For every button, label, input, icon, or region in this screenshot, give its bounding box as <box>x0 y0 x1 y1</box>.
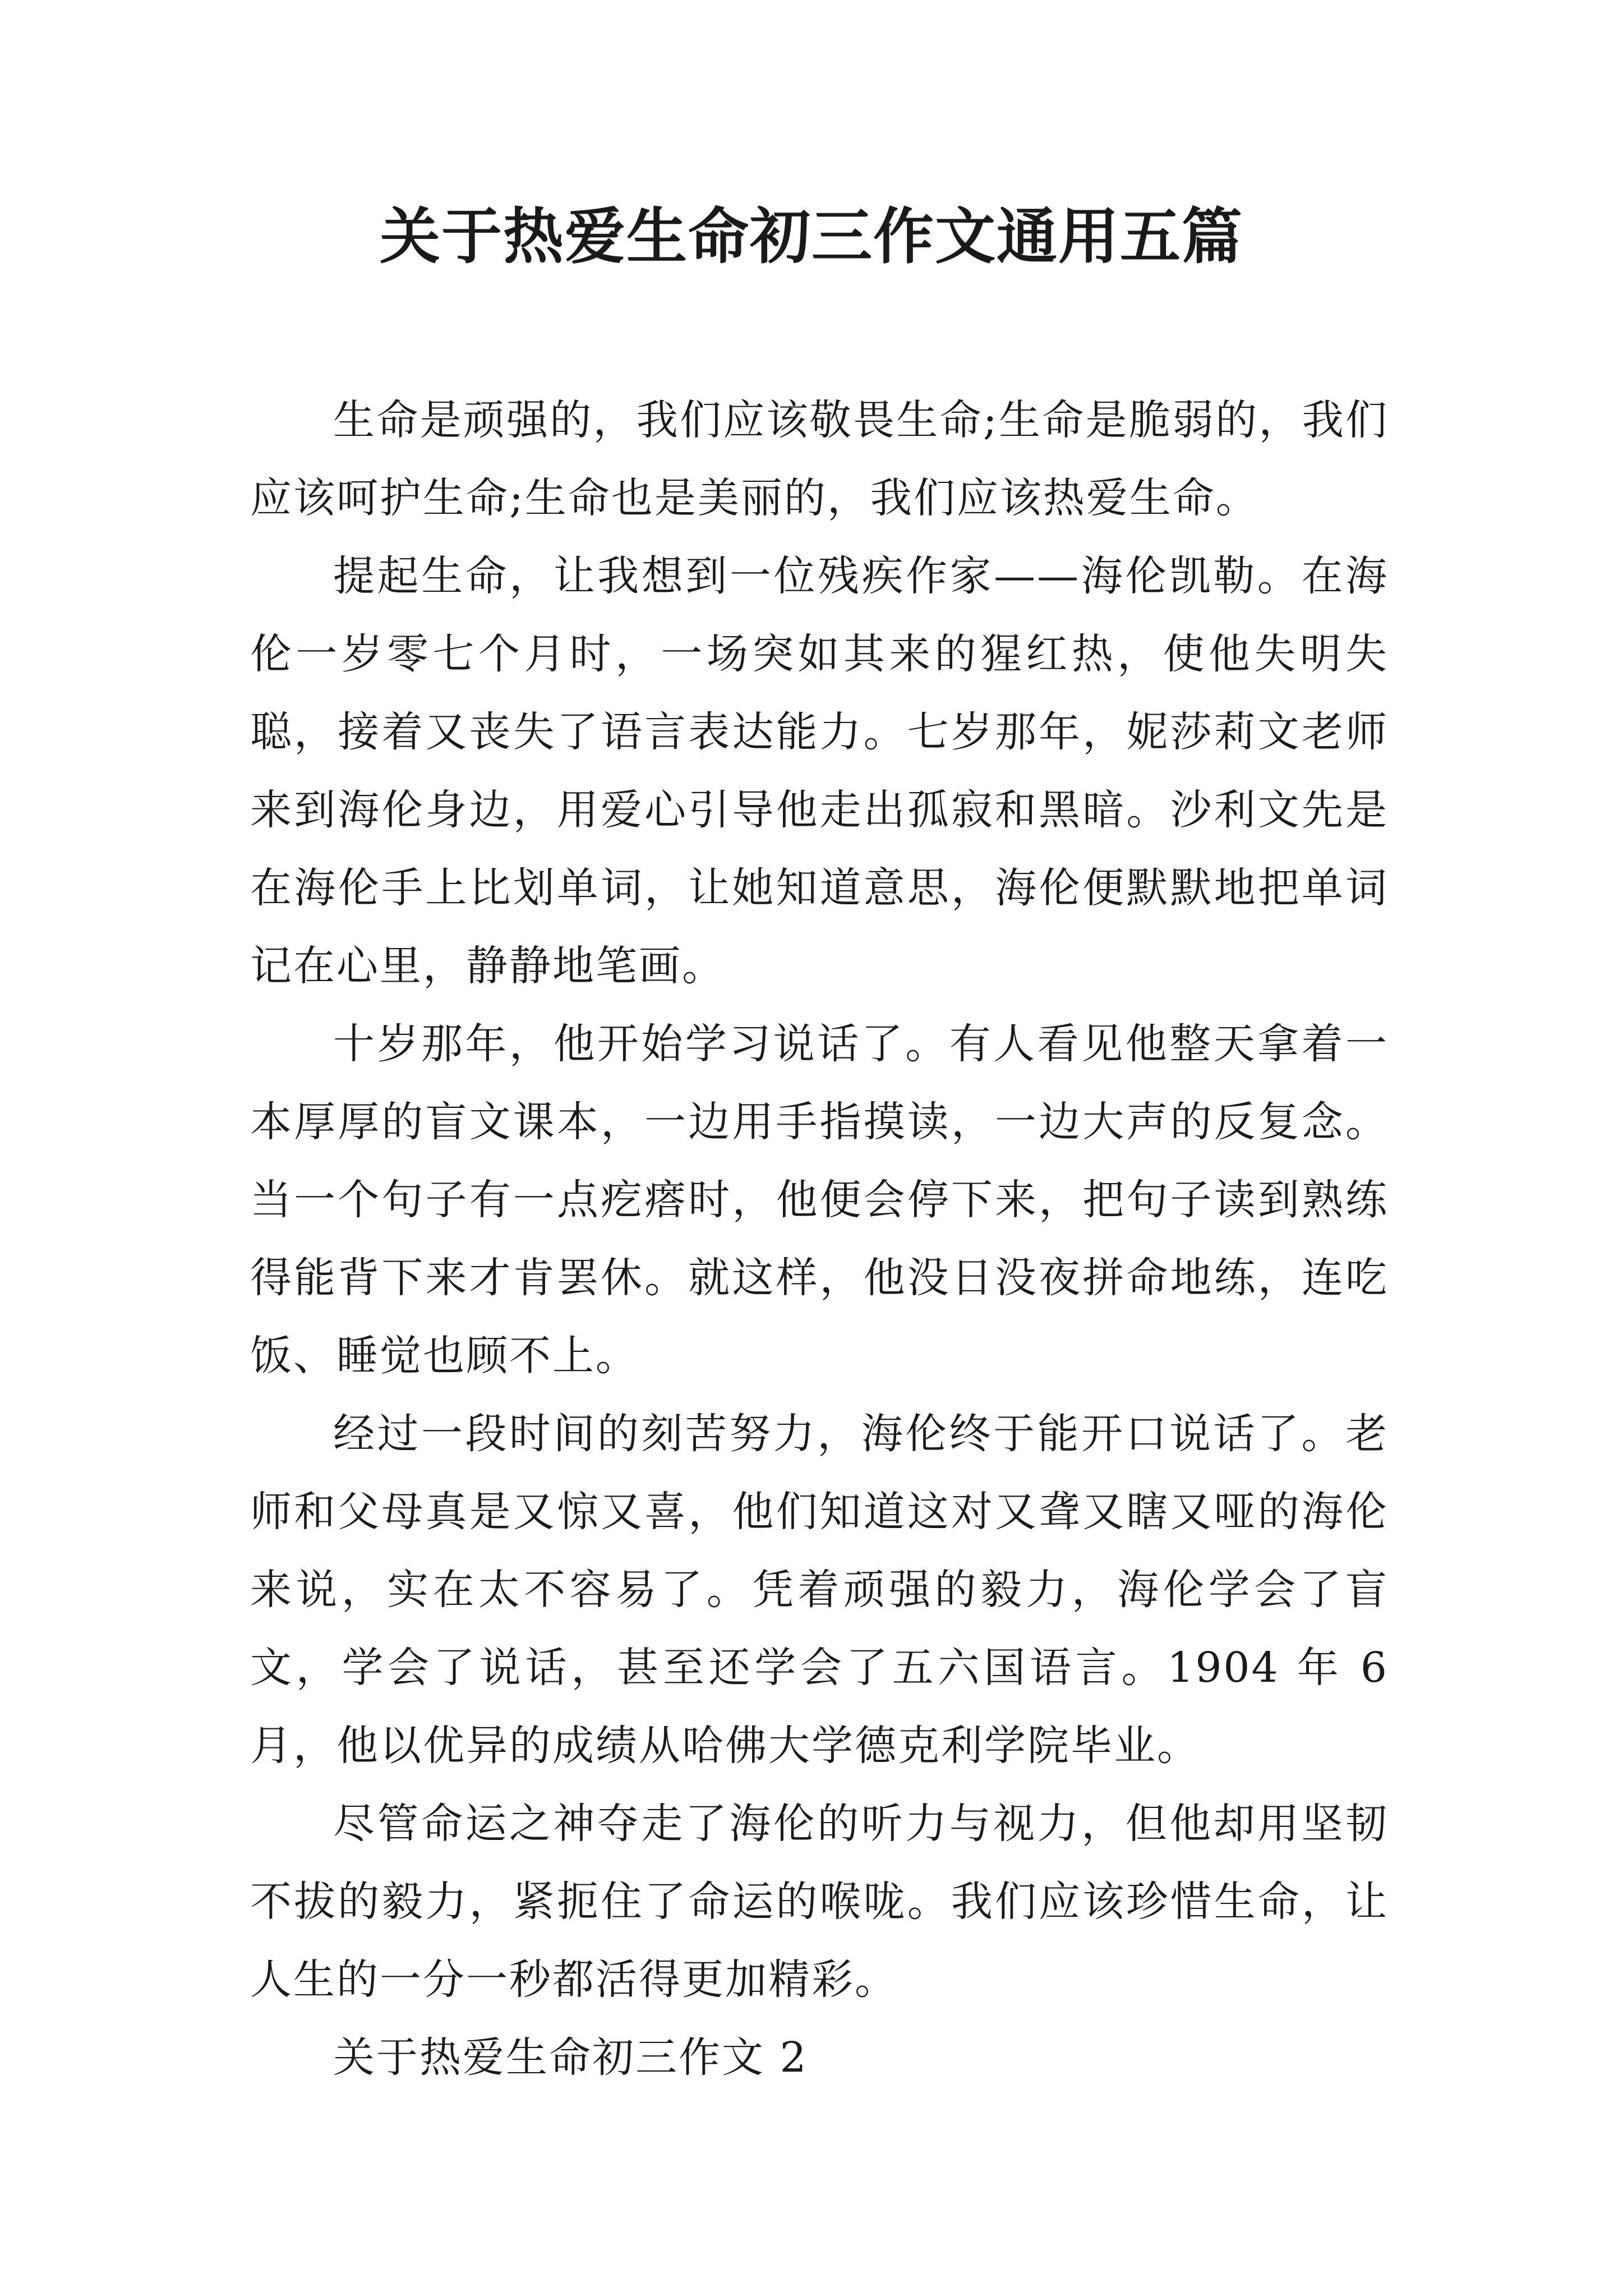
paragraph-1: 生命是顽强的，我们应该敬畏生命;生命是脆弱的，我们应该呵护生命;生命也是美丽的，我们应该热爱生命。 <box>250 396 1389 522</box>
paragraph-5: 尽管命运之神夺走了海伦的听力与视力，但他却用坚韧不拔的毅力，紧扼住了命运的喉咙。我们应该珍惜生命，让人生的一分一秒都活得更加精彩。 <box>250 1800 1389 2004</box>
paragraph-2: 提起生命，让我想到一位残疾作家——海伦凯勒。在海伦一岁零七个月时，一场突如其来的猩红热，使他失明失聪，接着又丧失了语言表达能力。七岁那年，妮莎莉文老师来到海伦身边，用爱心引导他走出孤寂和黑暗。沙利文先是在海伦手上比划单词，让她知道意思，海伦便默默地把单词记在心里，静静地笔画。 <box>250 552 1389 990</box>
section-heading-2: 关于热爱生命初三作文 2 <box>333 2033 808 2082</box>
paragraph-4: 经过一段时间的刻苦努力，海伦终于能开口说话了。老师和父母真是又惊又喜，他们知道这对又聋又瞎又哑的海伦来说，实在太不容易了。凭着顽强的毅力，海伦学会了盲文，学会了说话，甚至还学会了五六国语言。1904 年 6 月，他以优异的成绩从哈佛大学德克利学院毕业。 <box>250 1410 1389 1770</box>
paragraph-3: 十岁那年，他开始学习说话了。有人看见他整天拿着一本厚厚的盲文课本，一边用手指摸读，一边大声的反复念。当一个句子有一点疙瘩时，他便会停下来，把句子读到熟练得能背下来才肯罢休。就这样，他没日没夜拼命地练，连吃饭、睡觉也顾不上。 <box>250 1020 1389 1380</box>
document-title: 关于热爱生命初三作文通用五篇 <box>379 201 1243 272</box>
document-body <box>250 381 1389 2097</box>
